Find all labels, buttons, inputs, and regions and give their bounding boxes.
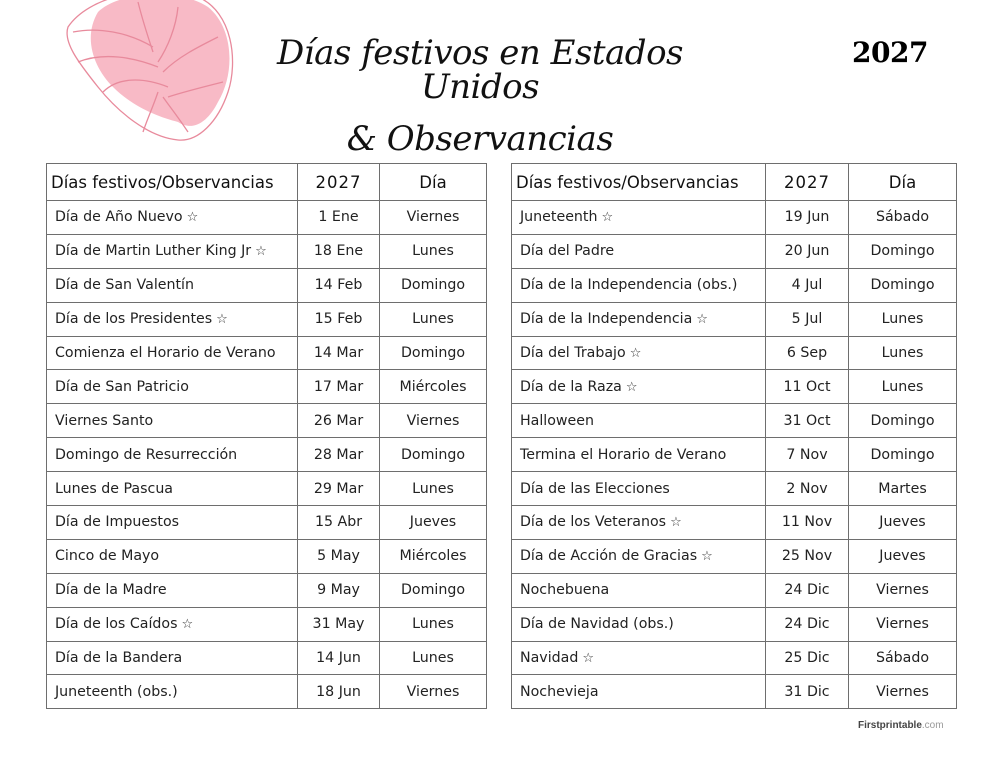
table-row xyxy=(47,234,487,268)
holiday-date: 24 Dic xyxy=(766,607,849,641)
holiday-name-cell xyxy=(512,268,766,302)
brand-domain: .com xyxy=(921,720,944,731)
holiday-weekday: Viernes xyxy=(849,573,957,607)
table-row xyxy=(47,268,487,302)
star-icon: ☆ xyxy=(696,312,708,328)
table-row xyxy=(512,268,957,302)
table-row xyxy=(47,675,487,709)
holiday-name-cell xyxy=(47,506,298,540)
holiday-name: Lunes de Pascua xyxy=(55,480,174,497)
holiday-name: Día de la Independencia (obs.) xyxy=(520,277,738,294)
table-row xyxy=(512,370,957,404)
holiday-weekday: Jueves xyxy=(380,506,487,540)
holiday-name: Día de Navidad (obs.) xyxy=(520,616,674,633)
holiday-weekday: Domingo xyxy=(380,268,487,302)
holiday-weekday: Lunes xyxy=(380,234,487,268)
holiday-weekday: Jueves xyxy=(849,539,957,573)
holiday-weekday: Viernes xyxy=(849,675,957,709)
star-icon: ☆ xyxy=(216,312,228,328)
holiday-name: Nochebuena xyxy=(520,582,610,599)
holiday-date: 6 Sep xyxy=(766,336,849,370)
table-row xyxy=(47,472,487,506)
table-row xyxy=(512,302,957,336)
holiday-date: 31 Dic xyxy=(766,675,849,709)
holiday-name: Día de los Caídos xyxy=(55,616,178,633)
holiday-date: 14 Mar xyxy=(298,336,380,370)
holiday-name-cell xyxy=(512,506,766,540)
table-row xyxy=(47,506,487,540)
holiday-date: 9 May xyxy=(298,573,380,607)
holiday-name-cell xyxy=(512,472,766,506)
holiday-date: 15 Feb xyxy=(298,302,380,336)
holiday-name: Día de las Elecciones xyxy=(520,480,670,497)
document-title xyxy=(230,30,730,159)
table-row xyxy=(47,336,487,370)
holiday-name-cell xyxy=(47,641,298,675)
holiday-weekday: Martes xyxy=(849,472,957,506)
holiday-date: 14 Jun xyxy=(298,641,380,675)
holiday-weekday: Viernes xyxy=(380,675,487,709)
holiday-name-cell xyxy=(47,268,298,302)
table-row xyxy=(47,201,487,235)
holiday-name-cell xyxy=(47,201,298,235)
holiday-weekday: Lunes xyxy=(849,370,957,404)
holiday-weekday: Domingo xyxy=(849,438,957,472)
holidays-table-right xyxy=(511,163,957,709)
table-row xyxy=(47,641,487,675)
holiday-weekday: Lunes xyxy=(849,302,957,336)
holiday-weekday: Miércoles xyxy=(380,539,487,573)
holiday-name: Termina el Horario de Verano xyxy=(520,446,727,463)
holiday-name-cell xyxy=(47,472,298,506)
table-row xyxy=(512,201,957,235)
holiday-date: 1 Ene xyxy=(298,201,380,235)
table-row xyxy=(512,607,957,641)
holiday-name-cell xyxy=(512,438,766,472)
holiday-date: 18 Ene xyxy=(298,234,380,268)
holiday-name: Viernes Santo xyxy=(55,412,154,429)
holiday-name-cell xyxy=(47,438,298,472)
holiday-date: 17 Mar xyxy=(298,370,380,404)
holiday-name-cell xyxy=(512,539,766,573)
holiday-weekday: Lunes xyxy=(380,302,487,336)
table-row xyxy=(512,573,957,607)
holiday-name-cell xyxy=(512,302,766,336)
column-header-day: Día xyxy=(849,164,957,201)
holiday-name: Comienza el Horario de Verano xyxy=(55,345,276,361)
column-header-date: 2027 xyxy=(766,164,849,201)
holiday-name: Día de la Independencia xyxy=(520,311,693,328)
holiday-weekday: Viernes xyxy=(380,404,487,438)
holiday-name: Día de los Veteranos xyxy=(520,514,667,531)
table-row xyxy=(512,641,957,675)
holiday-name-cell xyxy=(47,607,298,641)
title-line-1: Días festivos en Estados Unidos xyxy=(277,33,683,107)
table-row xyxy=(512,675,957,709)
holiday-weekday: Lunes xyxy=(380,607,487,641)
holiday-date: 5 May xyxy=(298,539,380,573)
holiday-weekday: Miércoles xyxy=(380,370,487,404)
holiday-weekday: Domingo xyxy=(380,438,487,472)
holiday-name-cell xyxy=(47,302,298,336)
holiday-name-cell xyxy=(47,336,298,370)
column-header-name: Días festivos/Observancias xyxy=(512,164,766,201)
holiday-date: 11 Nov xyxy=(766,506,849,540)
holiday-name: Día de Año Nuevo xyxy=(55,209,183,226)
monstera-leaf-icon xyxy=(58,0,238,147)
holiday-name-cell xyxy=(512,573,766,607)
holiday-name-cell xyxy=(47,573,298,607)
holiday-date: 18 Jun xyxy=(298,675,380,709)
holiday-weekday: Viernes xyxy=(380,201,487,235)
footer-brand xyxy=(858,720,944,731)
star-icon: ☆ xyxy=(255,244,267,260)
table-row xyxy=(512,472,957,506)
holiday-date: 25 Nov xyxy=(766,539,849,573)
holiday-date: 14 Feb xyxy=(298,268,380,302)
holiday-name: Día de San Valentín xyxy=(55,277,194,294)
star-icon: ☆ xyxy=(186,210,199,226)
holiday-name-cell xyxy=(512,607,766,641)
holiday-name: Cinco de Mayo xyxy=(55,548,160,565)
holiday-name-cell xyxy=(47,404,298,438)
holiday-date: 20 Jun xyxy=(766,234,849,268)
table-row xyxy=(512,336,957,370)
holiday-name-cell xyxy=(512,336,766,370)
column-header-date: 2027 xyxy=(298,164,380,201)
holiday-weekday: Lunes xyxy=(849,336,957,370)
holiday-date: 26 Mar xyxy=(298,404,380,438)
holiday-name: Día de Martin Luther King Jr xyxy=(55,243,252,260)
holiday-name: Juneteenth (obs.) xyxy=(55,683,178,700)
holiday-date: 19 Jun xyxy=(766,201,849,235)
holiday-name: Día del Trabajo xyxy=(520,345,626,361)
holiday-date: 28 Mar xyxy=(298,438,380,472)
table-row xyxy=(512,234,957,268)
holiday-weekday: Domingo xyxy=(380,573,487,607)
holiday-name: Juneteenth xyxy=(520,209,598,226)
table-row xyxy=(47,438,487,472)
table-row xyxy=(47,370,487,404)
table-header-row xyxy=(512,164,957,201)
holiday-date: 11 Oct xyxy=(766,370,849,404)
table-row xyxy=(47,302,487,336)
holiday-name: Día de los Presidentes xyxy=(55,311,213,328)
holiday-weekday: Sábado xyxy=(849,641,957,675)
table-row xyxy=(47,573,487,607)
table-row xyxy=(512,539,957,573)
holiday-name-cell xyxy=(512,234,766,268)
holiday-weekday: Domingo xyxy=(849,404,957,438)
holiday-date: 4 Jul xyxy=(766,268,849,302)
holiday-date: 25 Dic xyxy=(766,641,849,675)
table-header-row xyxy=(47,164,487,201)
holiday-name-cell xyxy=(47,234,298,268)
holiday-name: Día de la Raza xyxy=(520,378,622,395)
holiday-name-cell xyxy=(47,370,298,404)
holiday-name-cell xyxy=(512,370,766,404)
column-header-name: Días festivos/Observancias xyxy=(47,164,298,201)
table-row xyxy=(512,404,957,438)
holiday-weekday: Sábado xyxy=(849,201,957,235)
column-header-day: Día xyxy=(380,164,487,201)
star-icon: ☆ xyxy=(629,346,642,361)
holiday-weekday: Lunes xyxy=(380,472,487,506)
holiday-name: Día de la Madre xyxy=(55,582,167,599)
holiday-date: 15 Abr xyxy=(298,506,380,540)
star-icon: ☆ xyxy=(701,549,713,565)
holiday-name: Nochevieja xyxy=(520,683,599,700)
table-row xyxy=(47,607,487,641)
holiday-name-cell xyxy=(47,675,298,709)
holiday-weekday: Domingo xyxy=(849,268,957,302)
star-icon: ☆ xyxy=(670,515,682,531)
holiday-date: 7 Nov xyxy=(766,438,849,472)
holiday-date: 24 Dic xyxy=(766,573,849,607)
holiday-name: Navidad xyxy=(520,650,579,667)
star-icon: ☆ xyxy=(582,651,595,667)
holiday-date: 5 Jul xyxy=(766,302,849,336)
table-row xyxy=(47,404,487,438)
holiday-name: Domingo de Resurrección xyxy=(55,446,238,463)
holiday-date: 2 Nov xyxy=(766,472,849,506)
holiday-name: Día de Impuestos xyxy=(55,514,180,531)
star-icon: ☆ xyxy=(601,210,614,226)
year-label: 2027 xyxy=(852,36,928,69)
holiday-date: 29 Mar xyxy=(298,472,380,506)
holiday-name-cell xyxy=(512,404,766,438)
holiday-name-cell xyxy=(512,201,766,235)
holiday-name: Día del Padre xyxy=(520,243,615,260)
holiday-name: Día de San Patricio xyxy=(55,378,189,395)
table-row xyxy=(512,438,957,472)
holiday-weekday: Domingo xyxy=(849,234,957,268)
title-line-2: & Observancias xyxy=(346,119,614,159)
holiday-name: Día de Acción de Gracias xyxy=(520,548,698,565)
holidays-table-left xyxy=(46,163,487,709)
table-row xyxy=(512,506,957,540)
holiday-name: Día de la Bandera xyxy=(55,650,183,667)
holiday-weekday: Jueves xyxy=(849,506,957,540)
table-row xyxy=(47,539,487,573)
holiday-date: 31 May xyxy=(298,607,380,641)
holiday-date: 31 Oct xyxy=(766,404,849,438)
star-icon: ☆ xyxy=(625,379,638,395)
star-icon: ☆ xyxy=(181,617,194,633)
holiday-name: Halloween xyxy=(520,412,594,429)
holiday-weekday: Lunes xyxy=(380,641,487,675)
holiday-name-cell xyxy=(512,675,766,709)
holiday-name-cell xyxy=(512,641,766,675)
holiday-weekday: Domingo xyxy=(380,336,487,370)
brand-name: Firstprintable xyxy=(858,720,922,731)
holiday-name-cell xyxy=(47,539,298,573)
holiday-weekday: Viernes xyxy=(849,607,957,641)
